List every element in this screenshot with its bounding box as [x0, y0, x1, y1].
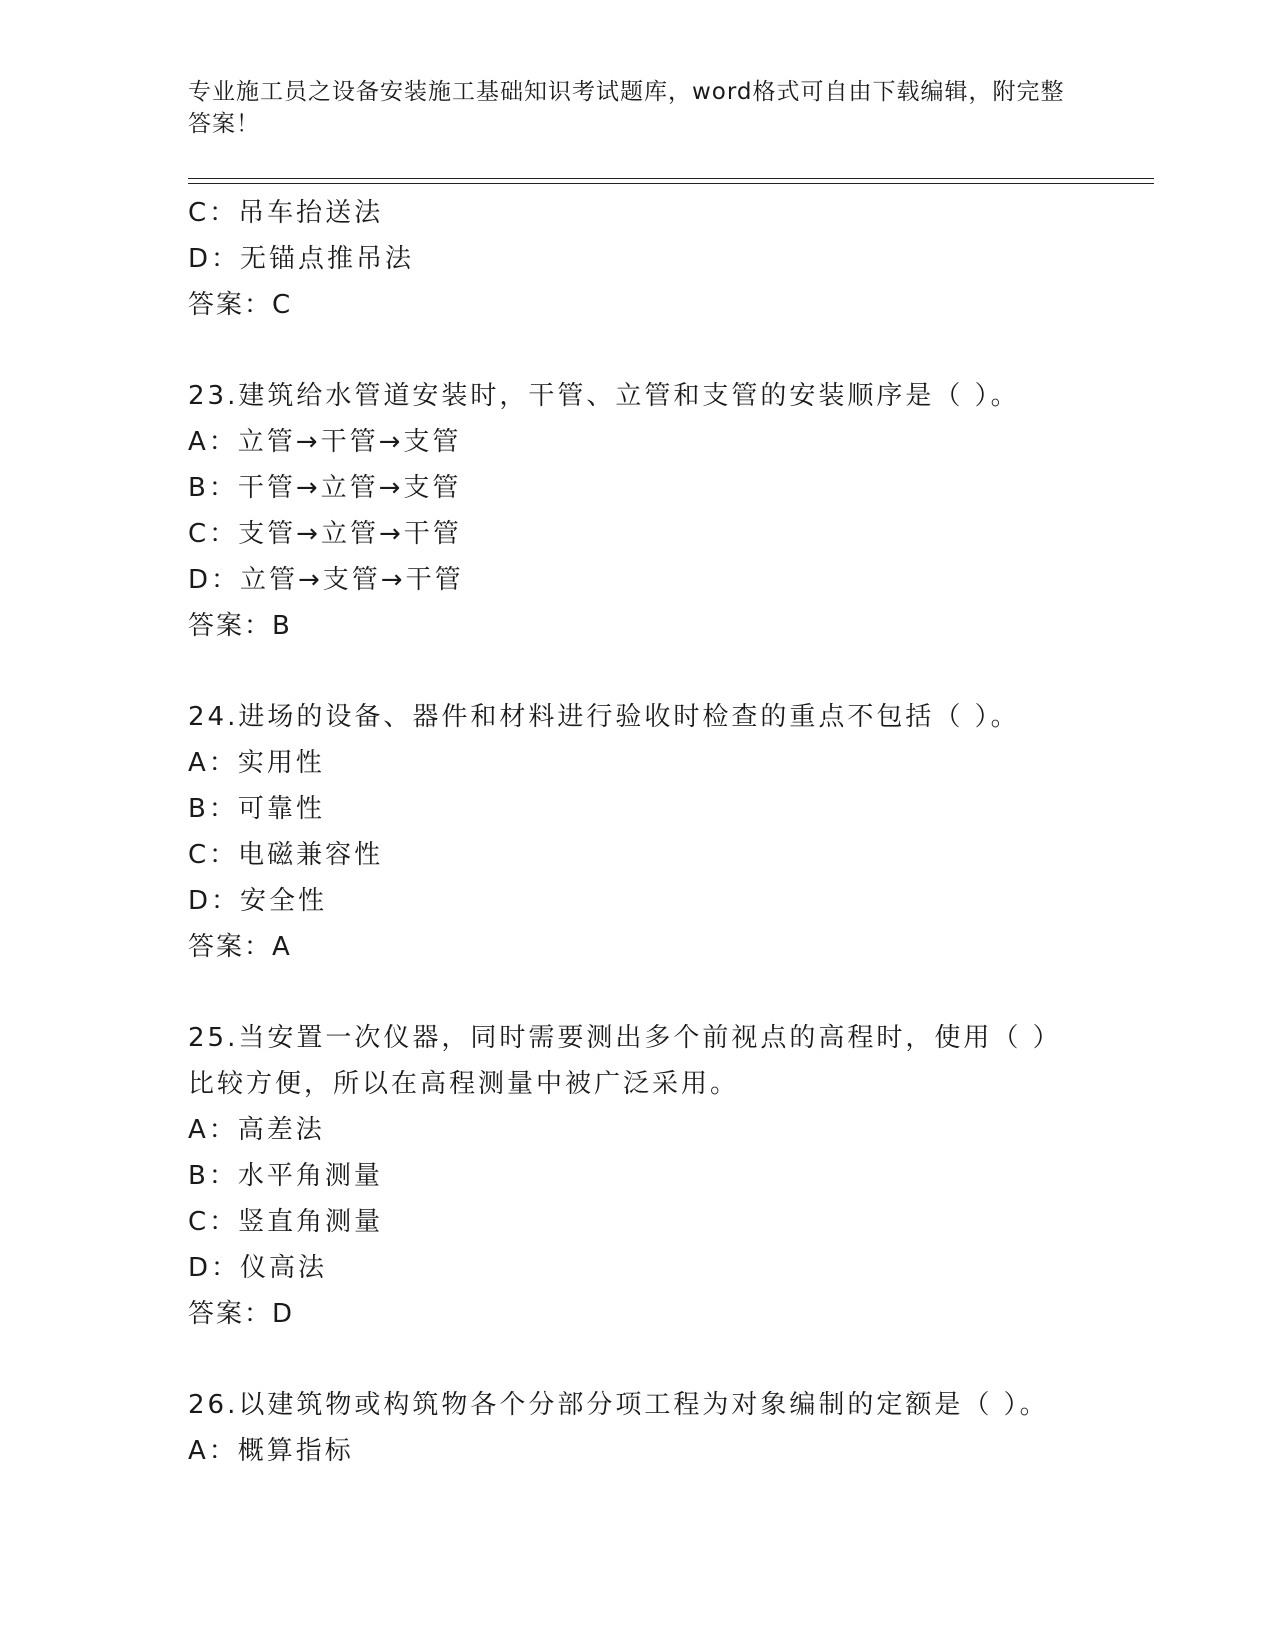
option-line: A：立管→干管→支管: [188, 427, 462, 457]
option-line: C：吊车抬送法: [188, 198, 384, 228]
option-line: D：立管→支管→干管: [188, 565, 464, 595]
question-text: 26.以建筑物或构筑物各个分部分项工程为对象编制的定额是（ ）。: [188, 1390, 1049, 1420]
question-text: 23.建筑给水管道安装时，干管、立管和支管的安装顺序是（ ）。: [188, 381, 1020, 411]
answer-line: 答案：A: [188, 932, 292, 962]
option-line: A：概算指标: [188, 1436, 354, 1466]
option-line: A：高差法: [188, 1115, 325, 1145]
option-line: D：无锚点推吊法: [188, 244, 415, 274]
answer-line: 答案：D: [188, 1299, 295, 1329]
header-divider-top: [188, 178, 1154, 179]
spacer: [188, 328, 1108, 373]
option-line: D：安全性: [188, 886, 328, 916]
option-line: C：电磁兼容性: [188, 840, 384, 870]
spacer: [188, 1337, 1108, 1382]
spacer: [188, 649, 1108, 694]
option-line: B：干管→立管→支管: [188, 473, 462, 503]
option-line: B：可靠性: [188, 794, 325, 824]
question-list: [188, 190, 1108, 1474]
document-header: 专业施工员之设备安装施工基础知识考试题库，word格式可自由下载编辑，附完整答案！: [188, 79, 1065, 137]
question-text: 25.当安置一次仪器，同时需要测出多个前视点的高程时，使用（ ）比较方便，所以在高程测量中被广泛采用。: [188, 1023, 1062, 1099]
option-line: A：实用性: [188, 748, 325, 778]
answer-line: 答案：C: [188, 290, 293, 320]
answer-line: 答案：B: [188, 611, 292, 641]
spacer: [188, 970, 1108, 1015]
option-line: C：竖直角测量: [188, 1207, 384, 1237]
header-divider-bottom: [188, 183, 1154, 184]
option-line: C：支管→立管→干管: [188, 519, 462, 549]
option-line: B：水平角测量: [188, 1161, 383, 1191]
option-line: D：仪高法: [188, 1253, 328, 1283]
question-text: 24.进场的设备、器件和材料进行验收时检查的重点不包括（ ）。: [188, 702, 1020, 732]
